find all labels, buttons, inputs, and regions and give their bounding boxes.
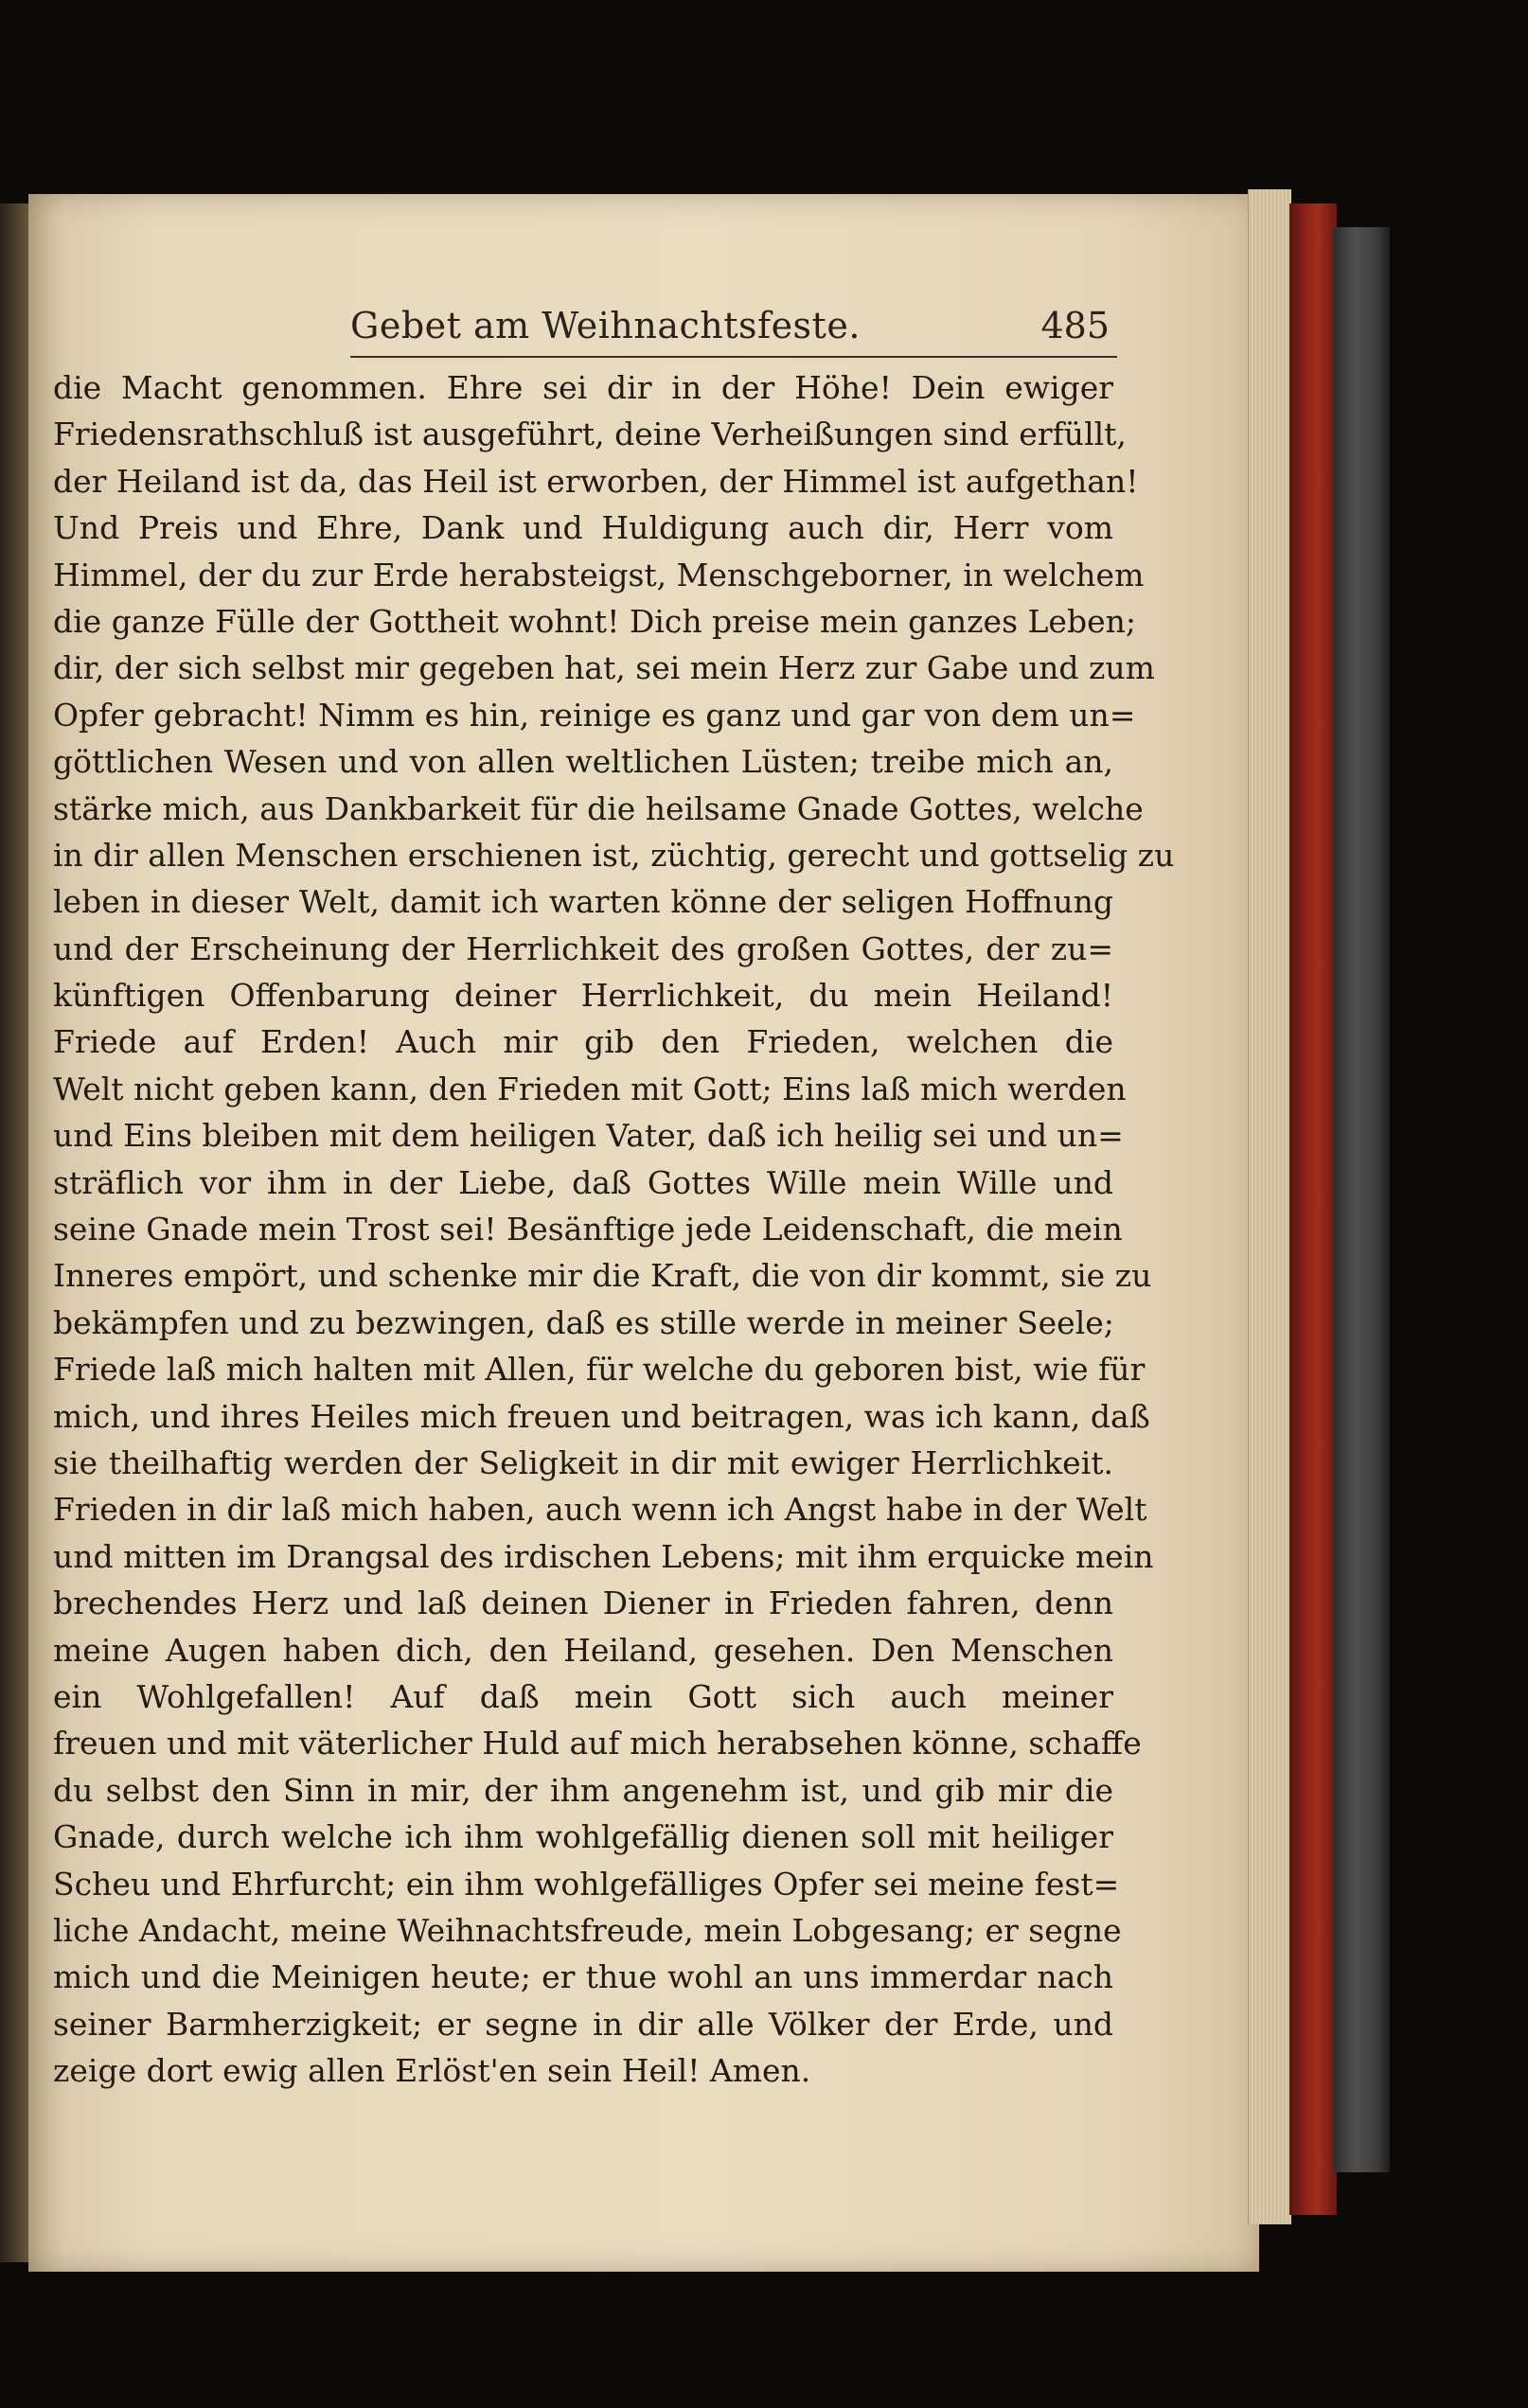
page-number: 485 [1040, 305, 1110, 346]
text-line: seiner Barmherzigkeit; er segne in dir alle Völker der Erde, und [53, 2005, 1113, 2043]
text-line: Und Preis und Ehre, Dank und Huldigung auch dir, Herr vom [53, 509, 1113, 547]
text-line: mich und die Meinigen heute; er thue wohl an uns immerdar nach [53, 1958, 1113, 1996]
text-line: dir, der sich selbst mir gegeben hat, sei mein Herz zur Gabe und zum [53, 649, 1155, 687]
text-line: stärke mich, aus Dankbarkeit für die heilsame Gnade Gottes, welche [53, 789, 1144, 827]
header-rule [350, 356, 1117, 358]
text-line: ein Wohlgefallen! Auf daß mein Gott sich auch meiner [53, 1677, 1113, 1715]
text-line: freuen und mit väterlicher Huld auf mich herabsehen könne, schaffe [53, 1725, 1142, 1762]
text-line: brechendes Herz und laß deinen Diener in Frieden fahren, denn [53, 1585, 1113, 1622]
text-line: seine Gnade mein Trost sei! Besänftige jede Leidenschaft, die mein [53, 1211, 1123, 1248]
text-line: Welt nicht geben kann, den Frieden mit Gott; Eins laß mich werden [53, 1070, 1127, 1107]
text-line: Scheu und Ehrfurcht; ein ihm wohlgefälliges Opfer sei meine fest= [53, 1865, 1120, 1903]
text-line: göttlichen Wesen und von allen weltlichen Lüsten; treibe mich an, [53, 743, 1113, 781]
page-header [350, 303, 1117, 360]
text-line: Friede auf Erden! Auch mir gib den Frieden, welchen die [53, 1023, 1113, 1061]
text-line: mich, und ihres Heiles mich freuen und beitragen, was ich kann, daß [53, 1397, 1150, 1435]
text-line: Inneres empört, und schenke mir die Kraft, die von dir kommt, sie zu [53, 1257, 1152, 1295]
text-line: Gnade, durch welche ich ihm wohlgefällig dienen soll mit heiliger [53, 1818, 1113, 1856]
text-line: Himmel, der du zur Erde herabsteigst, Menschgeborner, in welchem [53, 556, 1145, 593]
text-line: sie theilhaftig werden der Seligkeit in dir mit ewiger Herrlichkeit. [53, 1443, 1113, 1481]
running-title: Gebet am Weihnachtsfeste. [350, 305, 861, 346]
text-line: und der Erscheinung der Herrlichkeit des großen Gottes, der zu= [53, 930, 1113, 967]
text-line: Frieden in dir laß mich haben, auch wenn ich Angst habe in der Welt [53, 1491, 1147, 1529]
text-line: Friedensrathschluß ist ausgeführt, deine Verheißungen sind erfüllt, [53, 416, 1127, 453]
text-line: künftigen Offenbarung deiner Herrlichkeit, du mein Heiland! [53, 977, 1113, 1015]
text-line: und mitten im Drangsal des irdischen Lebens; mit ihm erquicke mein [53, 1537, 1154, 1575]
page-edges [1248, 189, 1291, 2224]
text-line: Opfer gebracht! Nimm es hin, reinige es ganz und gar von dem un= [53, 696, 1136, 734]
book-cover-dark-edge [1333, 227, 1390, 2172]
text-line: du selbst den Sinn in mir, der ihm angenehm ist, und gib mir die [53, 1771, 1113, 1809]
text-line: in dir allen Menschen erschienen ist, züchtig, gerecht und gottselig zu [53, 836, 1175, 874]
body-text [53, 364, 1175, 2094]
text-line: sträflich vor ihm in der Liebe, daß Gottes Wille mein Wille und [53, 1163, 1113, 1201]
text-line: leben in dieser Welt, damit ich warten könne der seligen Hoffnung [53, 883, 1113, 921]
text-line: bekämpfen und zu bezwingen, daß es stille werde in meiner Seele; [53, 1303, 1114, 1341]
text-line: liche Andacht, meine Weihnachtsfreude, mein Lobgesang; er segne [53, 1911, 1122, 1949]
book-cover-red-edge [1289, 204, 1337, 2215]
text-line: zeige dort ewig allen Erlöst'en sein Heil! Amen. [53, 2052, 811, 2090]
text-line: und Eins bleiben mit dem heiligen Vater, daß ich heilig sei und un= [53, 1117, 1124, 1155]
text-line: meine Augen haben dich, den Heiland, gesehen. Den Menschen [53, 1631, 1113, 1669]
text-line: Friede laß mich halten mit Allen, für welche du geboren bist, wie für [53, 1351, 1146, 1389]
text-line: der Heiland ist da, das Heil ist erworben, der Himmel ist aufgethan! [53, 462, 1139, 500]
text-line: die Macht genommen. Ehre sei dir in der Höhe! Dein ewiger [53, 369, 1113, 406]
text-line: die ganze Fülle der Gottheit wohnt! Dich preise mein ganzes Leben; [53, 602, 1136, 640]
